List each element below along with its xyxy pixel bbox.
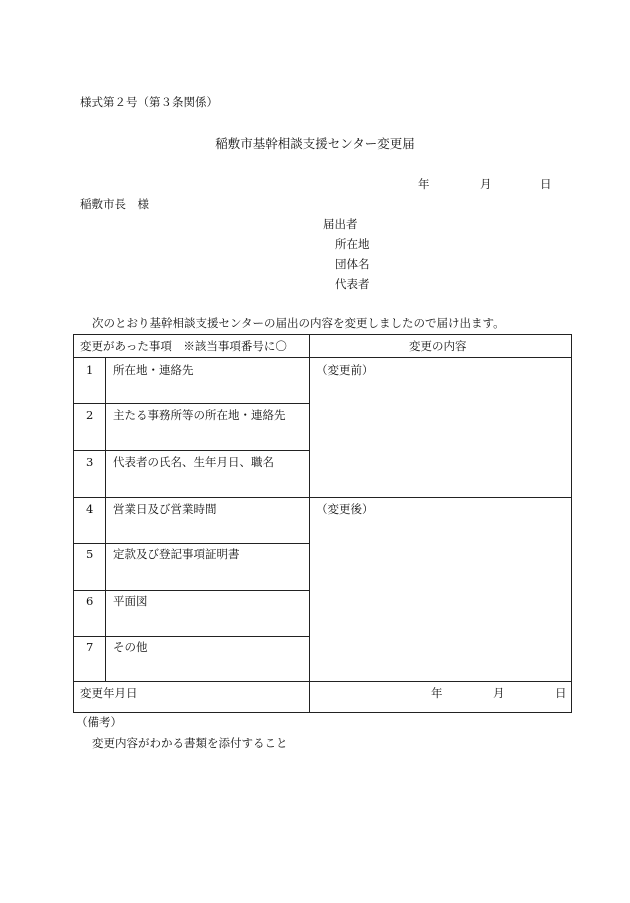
change-table	[73, 334, 572, 713]
intro-statement: 次のとおり基幹相談支援センターの届出の内容を変更しましたので届け出ます。	[92, 316, 505, 330]
item-number: 2	[86, 408, 94, 422]
table-rule	[74, 497, 571, 498]
table-rule	[74, 450, 309, 451]
change-month-label: 月	[493, 686, 505, 700]
header-change-content: 変更の内容	[409, 339, 467, 353]
item-number: 1	[86, 363, 94, 377]
table-rule	[74, 543, 309, 544]
table-rule	[74, 590, 309, 591]
notes-heading: （備考）	[76, 715, 122, 729]
item-label: 定款及び登記事項証明書	[113, 547, 240, 561]
item-number: 5	[86, 547, 94, 561]
header-changed-items: 変更があった事項 ※該当事項番号に〇	[80, 339, 287, 353]
item-label: 営業日及び営業時間	[113, 502, 217, 516]
submission-year-label: 年	[418, 177, 430, 191]
item-number: 6	[86, 594, 94, 608]
applicant-heading: 届出者	[323, 217, 358, 231]
applicant-org-label: 団体名	[335, 257, 370, 271]
submission-month-label: 月	[480, 177, 492, 191]
change-year-label: 年	[431, 686, 443, 700]
applicant-address-label: 所在地	[335, 237, 370, 251]
item-number: 7	[86, 640, 94, 654]
notes-body: 変更内容がわかる書類を添付すること	[92, 736, 288, 750]
table-rule	[74, 357, 571, 358]
submission-day-label: 日	[540, 177, 552, 191]
item-label: その他	[113, 640, 148, 654]
item-label: 代表者の氏名、生年月日、職名	[113, 455, 274, 469]
table-rule	[105, 357, 106, 681]
change-date-label: 変更年月日	[80, 686, 138, 700]
change-day-label: 日	[555, 686, 567, 700]
table-rule	[74, 636, 309, 637]
recipient: 稲敷市長 様	[80, 197, 149, 211]
before-change-label: （変更前）	[316, 363, 374, 377]
item-label: 平面図	[113, 594, 148, 608]
document-title: 稲敷市基幹相談支援センター変更届	[215, 136, 415, 151]
after-change-label: （変更後）	[316, 502, 374, 516]
table-rule	[309, 335, 310, 712]
table-rule	[74, 403, 309, 404]
item-label: 主たる事務所等の所在地・連絡先	[113, 408, 286, 422]
table-rule	[74, 681, 571, 682]
item-number: 3	[86, 455, 94, 469]
item-label: 所在地・連絡先	[113, 363, 194, 377]
item-number: 4	[86, 502, 94, 516]
applicant-rep-label: 代表者	[335, 277, 370, 291]
form-number-label: 様式第２号（第３条関係）	[80, 95, 218, 109]
